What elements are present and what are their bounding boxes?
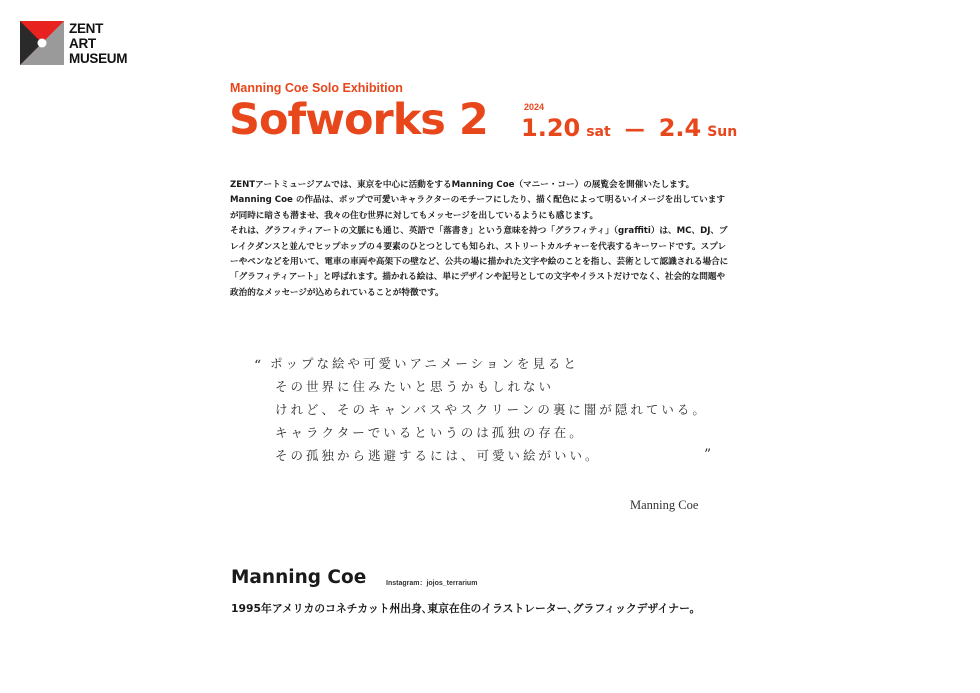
- quote-line: けれど、そのキャンバスやスクリーンの裏に闇が隠れている。: [275, 402, 708, 417]
- description-paragraph: ZENTアートミュージアムでは、東京を中心に活動をするManning Coe（マニー・コー）の展覧会を開催いたします。: [230, 180, 695, 190]
- date-dash: —: [624, 117, 645, 141]
- quote-line: ポップな絵や可愛いアニメーションを見ると: [270, 356, 579, 371]
- exhibition-description: [230, 178, 730, 301]
- description-paragraph: それは、グラフィティアートの文脈にも通じ、英語で「落書き」という意味を持つ「グラフィティ」（graffiti）は、MC、DJ、ブレイクダンスと並んでヒップホップの４要素のひとつとしても知られ、ストリートカルチャーを代表するキーワードです。スプレーやペンなどを用いて、電車の車両や高架下の壁など、公共の場に描かれた文字や絵のことを指し、芸術として認識される場合に「グラフィティアート」と呼ばれます。描かれる絵は、単にデザインや記号としての文字やイラストだけでなく、社会的な問題や政治的なメッセージが込められていることが特徴です。: [230, 226, 729, 298]
- exhibition-subtitle: Manning Coe Solo Exhibition: [230, 81, 403, 95]
- logo-line-art: ART: [69, 36, 96, 51]
- quote-close-mark: ”: [704, 447, 712, 463]
- instagram-handle: Instagram：jojos_terrarium: [386, 580, 478, 587]
- quote-author: Manning Coe: [630, 498, 699, 512]
- exhibition-title: Sofworks 2: [229, 95, 488, 145]
- start-day: sat: [586, 124, 611, 140]
- quote-line: その孤独から逃避するには、可愛い絵がいい。: [275, 448, 601, 463]
- exhibition-year: 2024: [524, 102, 545, 112]
- exhibition-dates: [521, 114, 737, 142]
- end-date: 2.4: [658, 114, 702, 142]
- artist-bio: 1995年アメリカのコネチカット州出身､東京在住のイラストレーター､グラフィックデザイナー。: [231, 602, 701, 615]
- start-date: 1.20: [521, 114, 581, 142]
- logo-line-museum: MUSEUM: [69, 51, 128, 66]
- artist-name: Manning Coe: [231, 567, 367, 588]
- end-day: Sun: [707, 124, 738, 140]
- logo-line-zent: ZENT: [69, 21, 104, 36]
- quote-open-mark: “: [254, 358, 262, 374]
- zent-logo-icon: [20, 21, 64, 65]
- description-paragraph: Manning Coe の作品は、ポップで可愛いキャラクターのモチーフにしたり、描く配色によって明るいイメージを出していますが同時に暗さも潜ませ、我々の住む世界に対してもメッセージを出しているようにも感じます。: [230, 195, 725, 221]
- quote-line: キャラクターでいるというのは孤独の存在。: [275, 425, 585, 440]
- quote-line: その世界に住みたいと思うかもしれない: [275, 379, 555, 394]
- museum-logo: [20, 21, 127, 66]
